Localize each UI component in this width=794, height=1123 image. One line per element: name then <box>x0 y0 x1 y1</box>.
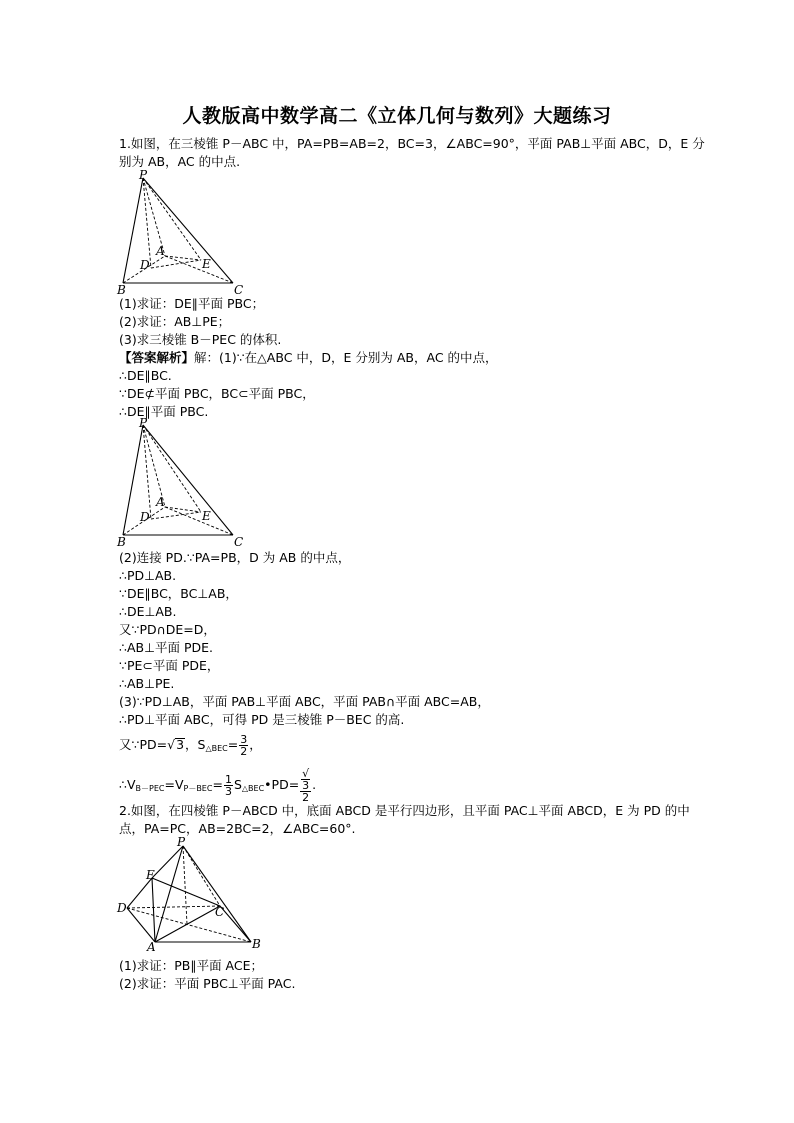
q1-part-1: (1)求证：DE∥平面 PBC； <box>119 296 265 311</box>
q2-label-e: E <box>146 868 155 882</box>
q1-stem-line2: 别为 AB，AC 的中点. <box>119 154 241 169</box>
q1-sol3-line1: (3)∵PD⊥AB，平面 PAB⊥平面 ABC，平面 PAB∩平面 ABC=AB， <box>119 694 490 709</box>
q1-sol2-line3: ∵DE∥BC，BC⊥AB， <box>119 586 238 601</box>
q1-part-2: (2)求证：AB⊥PE； <box>119 314 231 329</box>
q1-sol2-line6: ∴AB⊥平面 PDE. <box>119 640 213 655</box>
q1-figure-svg <box>115 170 245 295</box>
q1-sol3-line2: ∴PD⊥平面 ABC，可得 PD 是三棱锥 P－BEC 的高. <box>119 712 405 727</box>
q1-sol1-line1: ∴DE∥BC. <box>119 368 172 383</box>
q1-sol-label-b: B <box>117 535 126 549</box>
q1-sol3-equation1: 又∵PD=√3，$S_{\triangle BEC}=$ $\frac{3}{2}$ ， <box>119 733 262 758</box>
q2-label-a: A <box>147 940 156 954</box>
q1-sol2-line7: ∵PE⊂平面 PDE， <box>119 658 220 673</box>
q1-label-c: C <box>234 283 244 297</box>
q1-answer-intro: 解：(1)∵在△ABC 中，D，E 分别为 AB，AC 的中点， <box>194 350 498 365</box>
q1-label-e: E <box>202 257 211 271</box>
q1-sol2-line2: ∴PD⊥AB. <box>119 568 177 583</box>
q1-answer-intro-line <box>119 350 498 366</box>
q1-figure-pyramid <box>115 170 245 295</box>
q1-label-b: B <box>117 283 126 297</box>
q2-part-1: (1)求证：PB∥平面 ACE； <box>119 958 264 973</box>
q2-label-d: D <box>117 901 127 915</box>
q1-label-a: A <box>156 244 165 258</box>
fraction-sqrt3-2: √ 3 2 <box>302 767 310 804</box>
q1-part-3: (3)求三棱锥 B－PEC 的体积. <box>119 332 282 347</box>
q1-solution-figure-svg <box>115 417 245 547</box>
fraction-3-2: $\frac{3}{2}$ <box>240 733 248 758</box>
q1-sol-label-c: C <box>234 535 244 549</box>
q1-sol-label-p: P <box>139 416 148 430</box>
q2-stem-line2: 点，PA=PC，AB=2BC=2，∠ABC=60°. <box>119 821 356 836</box>
q2-figure-svg <box>115 836 265 956</box>
q1-sol2-line1: (2)连接 PD.∵PA=PB，D 为 AB 的中点， <box>119 550 351 565</box>
q1-sol-label-d: D <box>140 510 150 524</box>
q1-sol-label-a: A <box>156 495 165 509</box>
q1-sol2-line4: ∴DE⊥AB. <box>119 604 177 619</box>
q1-sol-label-e: E <box>202 509 211 523</box>
q1-sol3-equation2: $\therefore V_{B-PEC}=V_{P-BEC}=$ $\frac{1}{3}$ $S_{\triangle BEC}•PD=$ √ 3 2 . <box>119 767 317 804</box>
q1-label-p: P <box>139 168 148 182</box>
q2-label-b: B <box>252 937 261 951</box>
q2-stem-line1: 2.如图，在四棱锥 P－ABCD 中，底面 ABCD 是平行四边形，且平面 PAC⊥平面 ABCD，E 为 PD 的中 <box>119 803 690 818</box>
sqrt-symbol: √ <box>167 737 176 752</box>
q1-sol1-line3: ∴DE∥平面 PBC. <box>119 404 209 419</box>
document-title: 人教版高中数学高二《立体几何与数列》大题练习 <box>182 105 612 127</box>
q1-sol2-line8: ∴AB⊥PE. <box>119 676 175 691</box>
q1-label-d: D <box>140 258 150 272</box>
q1-sol1-line2: ∵DE⊄平面 PBC，BC⊂平面 PBC， <box>119 386 315 401</box>
q1-solution-figure <box>115 417 245 547</box>
q2-label-c: C <box>215 905 225 919</box>
answer-analysis-tag: 【答案解析】 <box>119 350 195 365</box>
q2-label-p: P <box>177 835 186 849</box>
q2-part-2: (2)求证：平面 PBC⊥平面 PAC. <box>119 976 296 991</box>
q2-figure-pyramid <box>115 836 265 956</box>
q1-stem-line1: 1.如图，在三棱锥 P－ABC 中，PA=PB=AB=2，BC=3，∠ABC=90°，平面 PAB⊥平面 ABC，D，E 分 <box>119 136 705 151</box>
fraction-1-3: $\frac{1}{3}$ <box>224 773 232 798</box>
q1-sol2-line5: 又∵PD∩DE=D， <box>119 622 216 637</box>
